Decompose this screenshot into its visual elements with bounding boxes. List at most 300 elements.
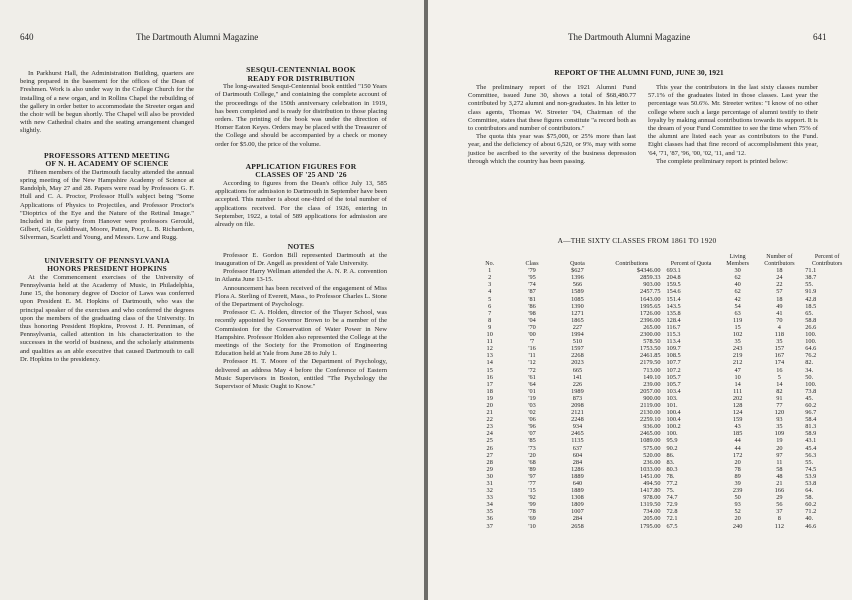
contributions-cell: 575.00: [643, 444, 661, 452]
class-year-cell: '74: [528, 281, 536, 289]
number-of-contributors-cell: 11: [776, 458, 783, 466]
page-number: 641: [813, 32, 827, 42]
quota-cell: 1889: [571, 487, 584, 495]
living-members-cell: 40: [734, 281, 741, 289]
percent-of-contributors-cell: 91.9: [805, 288, 817, 296]
percent-of-quota-cell: 67.5: [666, 522, 678, 530]
quota-cell: 2658: [571, 522, 584, 530]
living-members-cell: 128: [732, 401, 743, 409]
percent-of-quota-cell: 100.2: [666, 423, 681, 431]
percent-of-quota-cell: 100.4: [666, 409, 681, 417]
contributions-cell: 1795.00: [640, 522, 661, 530]
quota-cell: 1135: [571, 437, 584, 445]
percent-of-contributors-cell: 56.3: [805, 451, 817, 459]
number-of-contributors-cell: 77: [776, 401, 783, 409]
table-row: [470, 367, 852, 374]
class-year-cell: '86: [528, 302, 536, 310]
row-number-cell: 31: [486, 480, 493, 487]
left-page: [0, 0, 424, 600]
row-number-cell: 34: [486, 501, 493, 509]
number-of-contributors-cell: 93: [776, 416, 783, 424]
percent-of-contributors-cell: 55.: [805, 458, 814, 466]
number-of-contributors-cell: 109: [774, 430, 785, 438]
contributions-cell: 2130.00: [640, 409, 661, 417]
quota-cell: 510: [572, 338, 583, 346]
percent-of-contributors-cell: 18.5: [805, 302, 817, 310]
living-members-cell: 239: [732, 487, 743, 495]
living-members-cell: 30: [734, 267, 741, 275]
percent-of-contributors-cell: 100.: [805, 338, 817, 346]
percent-of-contributors-cell: 60.2: [805, 401, 817, 409]
percent-of-quota-cell: 78.: [666, 472, 675, 480]
quota-cell: 2023: [571, 359, 584, 367]
number-of-contributors-cell: 57: [776, 288, 783, 296]
section-heading: NOTES: [287, 242, 315, 252]
table-row: [470, 423, 852, 430]
section-heading: APPLICATION FIGURES FOR: [245, 161, 357, 171]
number-of-contributors-cell: 82: [776, 387, 783, 395]
table-row: [470, 281, 852, 288]
contributions-cell: 734.00: [643, 508, 661, 516]
class-year-cell: '73: [528, 444, 536, 452]
quota-cell: 1889: [571, 472, 584, 480]
percent-of-quota-cell: 204.8: [666, 274, 681, 282]
row-number-cell: 7: [488, 309, 492, 317]
quota-cell: 1286: [571, 465, 584, 473]
contributions-cell: 903.00: [643, 281, 661, 289]
row-number-cell: 4: [488, 288, 492, 296]
quota-cell: 1597: [571, 345, 584, 353]
report-title: REPORT OF THE ALUMNI FUND, JUNE 30, 1921: [554, 68, 724, 77]
paragraph: According to figures from the Dean's office July 13, 585 applications for admission to Dartmouth in September have been accepted. This number is about one-third of the total number of applications received. For the class of 1926, entering in September, 1922, a total of 589 applications for admission are already on file.: [215, 180, 387, 229]
contributions-cell: 2396.00: [640, 316, 661, 324]
quota-cell: 934: [572, 423, 583, 431]
table-row: [470, 338, 852, 345]
class-year-cell: '12: [528, 359, 536, 367]
percent-of-quota-cell: 86.: [666, 451, 675, 459]
table-row: [470, 508, 852, 515]
table-row: [470, 416, 852, 423]
number-of-contributors-cell: 157: [774, 345, 785, 353]
living-members-cell: 44: [734, 444, 741, 452]
quota-cell: 141: [572, 373, 583, 381]
paragraph: The long-awaited Sesqui-Centennial book entitled "150 Years of Dartmouth College," and containing the complete account of the proceedings of the 150th anniversary celebration in 1919, has been completed and is ready for distribution to those placing orders. The printing of the book was under the direction of Homer Eaton Keyes. Orders may be placed with the Treasurer of the College and should be accompanied by a check or money order for $5.00, the price of the volume.: [215, 83, 387, 148]
row-number-cell: 21: [486, 409, 493, 417]
percent-of-quota-cell: 80.3: [666, 465, 678, 473]
quota-cell: 1865: [571, 316, 584, 324]
class-year-cell: '01: [528, 387, 536, 395]
percent-of-contributors-cell: 71.1: [805, 267, 817, 275]
quota-cell: 1271: [571, 309, 584, 317]
class-year-cell: '15: [528, 487, 536, 495]
paragraph: This year the contributors in the last sixty classes number 57.1% of the graduates listed in those classes. Last year the percentage was 50.6%. Mr. Streeter writes: "I know of no other college where such a large percentage of alumni testify to their loyalty by making annual contributions towards its support. It is the dream of your Fund Committee to see the time when 75% of the alumni are listed each year as contributors to the Fund. Eight classes had that fine record of accomplishment this year, '64, '71, '87, '96, '00, '02, '11, and '12.: [648, 84, 818, 157]
row-number-cell: 26: [486, 444, 493, 452]
paragraph: The quota this year was $75,000, or 25% more than last year, and the deficiency of about 6,520, or 9%, may with some justice be ascribed to the severity of the business depression through which the country has been passing.: [468, 133, 636, 165]
row-number-cell: 35: [486, 508, 493, 516]
percent-of-contributors-cell: 76.2: [805, 352, 817, 360]
contributions-cell: 936.00: [643, 423, 661, 431]
contributions-cell: 2859.33: [640, 274, 661, 282]
row-number-cell: 18: [486, 387, 493, 395]
quota-cell: 1809: [571, 501, 584, 509]
right-page: [428, 0, 852, 600]
living-members-cell: 47: [734, 366, 741, 374]
number-of-contributors-cell: 18: [776, 295, 783, 303]
left-column-2: [215, 66, 387, 391]
number-of-contributors-cell: 167: [774, 352, 785, 360]
quota-cell: 227: [572, 323, 583, 331]
number-of-contributors-cell: 16: [776, 366, 783, 374]
percent-of-contributors-cell: 45.4: [805, 444, 817, 452]
row-number-cell: 33: [486, 494, 493, 502]
number-of-contributors-cell: 19: [776, 437, 783, 445]
contributions-cell: 205.00: [643, 515, 661, 523]
row-number-cell: 8: [488, 316, 492, 324]
contributions-cell: 494.50: [643, 480, 661, 487]
column-header: Contributions: [615, 260, 649, 267]
row-number-cell: 28: [486, 458, 493, 466]
row-number-cell: 36: [486, 515, 493, 523]
number-of-contributors-cell: 35: [776, 338, 783, 346]
table-row: [470, 359, 852, 366]
number-of-contributors-cell: 166: [774, 487, 785, 495]
class-year-cell: '81: [528, 295, 536, 303]
right-column-1: [468, 84, 636, 166]
table-row: [470, 288, 852, 295]
living-members-cell: 111: [733, 387, 743, 395]
contributions-cell: $4346.00: [636, 267, 661, 275]
living-members-cell: 119: [733, 316, 743, 324]
percent-of-contributors-cell: 60.2: [805, 501, 817, 509]
number-of-contributors-cell: 24: [776, 274, 783, 282]
quota-cell: 2465: [571, 430, 584, 438]
contributions-cell: 1319.50: [640, 501, 661, 509]
contributions-cell: 978.00: [643, 494, 661, 502]
table-row: [470, 388, 852, 395]
number-of-contributors-cell: 58: [776, 465, 783, 473]
class-year-cell: '70: [528, 323, 536, 331]
percent-of-quota-cell: 151.4: [666, 295, 681, 303]
row-number-cell: 24: [486, 430, 493, 438]
row-number-cell: 29: [486, 465, 493, 473]
table-row: [470, 381, 852, 388]
living-members-cell: 39: [734, 480, 741, 487]
section-heading: CLASSES OF '25 AND '26: [255, 170, 347, 180]
running-header: The Dartmouth Alumni Magazine: [136, 32, 259, 42]
row-number-cell: 16: [486, 373, 493, 381]
percent-of-quota-cell: 100.4: [666, 416, 681, 424]
table-row: [470, 430, 852, 437]
contributions-cell: 900.00: [643, 394, 661, 402]
class-year-cell: '98: [528, 309, 536, 317]
percent-of-quota-cell: 72.1: [666, 515, 678, 523]
row-number-cell: 23: [486, 423, 493, 431]
percent-of-contributors-cell: 100.: [805, 331, 817, 339]
quota-cell: 873: [572, 394, 583, 402]
percent-of-contributors-cell: 58.8: [805, 316, 817, 324]
percent-of-contributors-cell: 45.: [805, 394, 814, 402]
living-members-cell: 212: [732, 359, 743, 367]
note: Professor C. A. Holden, director of the Thayer School, was recently appointed by Governor Brown to be a member of the Commission for the Conservation of Water Power in New Hampshire. Professor Holden also represented the College at the meetings of the Society for the Promotion of Engineering Education held at Yale from June 28 to July 1.: [215, 309, 387, 358]
table-row: [470, 296, 852, 303]
quota-cell: 1390: [571, 302, 584, 310]
contributions-cell: 1753.50: [640, 345, 661, 353]
table-row: [470, 473, 852, 480]
class-year-cell: '64: [528, 380, 536, 388]
number-of-contributors-cell: 22: [776, 281, 783, 289]
row-number-cell: 2: [488, 274, 492, 282]
class-year-cell: '61: [528, 373, 536, 381]
number-of-contributors-cell: 37: [776, 508, 783, 516]
class-year-cell: '16: [528, 345, 536, 353]
quota-cell: 566: [572, 281, 583, 289]
class-year-cell: '06: [528, 416, 536, 424]
number-of-contributors-cell: 48: [776, 472, 783, 480]
percent-of-contributors-cell: 55.: [805, 281, 814, 289]
table-title: A—THE SIXTY CLASSES FROM 1861 TO 1920: [557, 236, 717, 245]
section-heading: HONORS PRESIDENT HOPKINS: [47, 264, 167, 274]
number-of-contributors-cell: 120: [774, 409, 785, 417]
contributions-cell: 2179.50: [640, 359, 661, 367]
row-number-cell: 3: [488, 281, 492, 289]
class-year-cell: '87: [528, 288, 536, 296]
percent-of-quota-cell: 103.: [666, 394, 678, 402]
quota-cell: $627: [571, 267, 584, 275]
alumni-fund-table: [470, 254, 852, 530]
quota-cell: 2098: [571, 401, 584, 409]
living-members-cell: 20: [734, 515, 741, 523]
quota-cell: 1396: [571, 274, 584, 282]
percent-of-contributors-cell: 81.3: [805, 423, 817, 431]
row-number-cell: 10: [486, 331, 493, 339]
row-number-cell: 15: [486, 366, 493, 374]
row-number-cell: 27: [486, 451, 493, 459]
contributions-cell: 2457.75: [640, 288, 661, 296]
living-members-cell: 42: [734, 295, 741, 303]
percent-of-quota-cell: 103.4: [666, 387, 681, 395]
right-column-2: [648, 84, 818, 166]
table-row: [470, 402, 852, 409]
contributions-cell: 239.00: [643, 380, 661, 388]
percent-of-quota-cell: 95.9: [666, 437, 678, 445]
percent-of-quota-cell: 83.: [666, 458, 675, 466]
percent-of-quota-cell: 128.4: [666, 316, 681, 324]
class-year-cell: '07: [528, 430, 536, 438]
number-of-contributors-cell: 14: [776, 380, 783, 388]
note: Professor Harry Wellman attended the A. N. P. A. convention in Atlanta June 13-15.: [215, 268, 387, 284]
percent-of-quota-cell: 159.5: [666, 281, 681, 289]
contributions-cell: 2465.00: [640, 430, 661, 438]
percent-of-quota-cell: 109.7: [666, 345, 681, 353]
column-header: Number of Contributors: [764, 254, 795, 267]
percent-of-quota-cell: 135.8: [666, 309, 681, 317]
section-heading: SESQUI-CENTENNIAL BOOK: [246, 65, 356, 74]
number-of-contributors-cell: 21: [776, 480, 783, 487]
number-of-contributors-cell: 174: [774, 359, 785, 367]
percent-of-quota-cell: 105.7: [666, 373, 681, 381]
table-row: [470, 374, 852, 381]
contributions-cell: 1643.00: [640, 295, 661, 303]
quota-cell: 1989: [571, 387, 584, 395]
quota-cell: 640: [572, 480, 583, 487]
living-members-cell: 44: [734, 437, 741, 445]
percent-of-contributors-cell: 71.2: [805, 508, 817, 516]
class-year-cell: '97: [528, 472, 536, 480]
percent-of-quota-cell: 72.8: [666, 508, 678, 516]
column-header: No.: [485, 260, 495, 267]
table-row: [470, 267, 852, 274]
class-year-cell: '68: [528, 458, 536, 466]
living-members-cell: 62: [734, 274, 741, 282]
percent-of-contributors-cell: 64.: [805, 487, 814, 495]
row-number-cell: 14: [486, 359, 493, 367]
quota-cell: 637: [572, 444, 583, 452]
living-members-cell: 43: [734, 423, 741, 431]
note: Announcement has been received of the engagement of Miss Flora A. Sterling of Everett, Mass., to Professor Charles L. Stone of the Department of Psychology.: [215, 284, 387, 309]
number-of-contributors-cell: 29: [776, 494, 783, 502]
contributions-cell: 1726.00: [640, 309, 661, 317]
percent-of-contributors-cell: 73.8: [805, 387, 817, 395]
paragraph: In Parkhurst Hall, the Administration Building, quarters are being prepared in the basement for the offices of the Dean of Freshmen. Work is also under way in the College Church for the installing of a new organ, and in Rollins Chapel the rebuilding of the gallery in order better to accommodate the Streeter organ and the choir will be begun shortly. The Chapel will also be provided with new Cathedral chairs and the seating arrangement changed slightly.: [20, 70, 194, 135]
table-row: [470, 494, 852, 501]
percent-of-quota-cell: 115.3: [666, 331, 681, 339]
class-year-cell: '92: [528, 494, 536, 502]
table-row: [470, 303, 852, 310]
percent-of-contributors-cell: 58.4: [805, 416, 817, 424]
table-row: [470, 445, 852, 452]
class-year-cell: '00: [528, 331, 536, 339]
class-year-cell: '72: [528, 366, 536, 374]
percent-of-quota-cell: 100.: [666, 430, 678, 438]
class-year-cell: '19: [528, 394, 536, 402]
contributions-cell: 2057.00: [640, 387, 661, 395]
row-number-cell: 19: [486, 394, 493, 402]
table-row: [470, 395, 852, 402]
column-header: Percent of Quota: [670, 260, 712, 267]
percent-of-contributors-cell: 43.1: [805, 437, 817, 445]
percent-of-quota-cell: 90.2: [666, 444, 678, 452]
row-number-cell: 22: [486, 416, 493, 424]
percent-of-quota-cell: 75.: [666, 487, 675, 495]
living-members-cell: 202: [732, 394, 743, 402]
page-number: 640: [20, 32, 34, 42]
table-row: [470, 317, 852, 324]
number-of-contributors-cell: 4: [777, 323, 781, 331]
percent-of-contributors-cell: 58.: [805, 494, 814, 502]
living-members-cell: 62: [734, 288, 741, 296]
section-heading: READY FOR DISTRIBUTION: [247, 73, 355, 83]
table-body: [470, 267, 852, 529]
row-number-cell: 25: [486, 437, 493, 445]
percent-of-quota-cell: 116.7: [666, 323, 681, 331]
table-row: [470, 274, 852, 281]
percent-of-quota-cell: 74.7: [666, 494, 678, 502]
percent-of-contributors-cell: 26.6: [805, 323, 817, 331]
column-header: Percent of Contributors: [811, 254, 843, 267]
percent-of-quota-cell: 143.5: [666, 302, 681, 310]
class-year-cell: '89: [528, 465, 536, 473]
table-row: [470, 437, 852, 444]
contributions-cell: 1451.00: [640, 472, 661, 480]
living-members-cell: 14: [734, 380, 741, 388]
percent-of-quota-cell: 107.7: [666, 359, 681, 367]
table-row: [470, 352, 852, 359]
row-number-cell: 20: [486, 401, 493, 409]
class-year-cell: '20: [528, 451, 536, 459]
contributions-cell: 265.00: [643, 323, 661, 331]
quota-cell: 2268: [571, 352, 584, 360]
column-header: Quota: [570, 260, 585, 267]
class-year-cell: '11: [528, 352, 536, 360]
section-heading: PROFESSORS ATTEND MEETING: [44, 150, 170, 160]
living-members-cell: 15: [734, 323, 741, 331]
quota-cell: 1007: [571, 508, 584, 516]
table-row: [470, 409, 852, 416]
paragraph: Fifteen members of the Dartmouth faculty attended the annual spring meeting of the New Hampshire Academy of Science at Randolph, May 27 and 28. Papers were read by Professors G. F. Hull and C. A. Proctor, Professor Hull's subject being "Some Applications of Physics to Projectiles, and Professor Proctor's "Dioptrics of the Eye and the Nature of the Retinal Image." Included in the party from Hanover were professors Gerould, Gilbert, Gile, Goldthwait, Moore, Patten, Poor, L. B. Richardson, Silverman, Scarlett and Young, and Messrs. Low and Rugg.: [20, 168, 194, 242]
table-row: [470, 310, 852, 317]
table-row: [470, 324, 852, 331]
living-members-cell: 52: [734, 508, 741, 516]
percent-of-quota-cell: 107.2: [666, 366, 681, 374]
living-members-cell: 185: [732, 430, 743, 438]
percent-of-quota-cell: 108.5: [666, 352, 681, 360]
quota-cell: 1589: [571, 288, 584, 296]
contributions-cell: 236.00: [643, 458, 661, 466]
class-year-cell: '77: [528, 480, 536, 487]
contributions-cell: 149.10: [643, 373, 661, 381]
left-column-1: [20, 70, 194, 364]
number-of-contributors-cell: 91: [776, 394, 783, 402]
class-year-cell: '03: [528, 401, 536, 409]
living-members-cell: 172: [732, 451, 743, 459]
table-row: [470, 501, 852, 508]
living-members-cell: 159: [732, 416, 743, 424]
quota-cell: 665: [572, 366, 583, 374]
class-year-cell: '96: [528, 423, 536, 431]
row-number-cell: 30: [486, 472, 493, 480]
percent-of-contributors-cell: 38.7: [805, 274, 817, 282]
contributions-cell: 2461.85: [640, 352, 661, 360]
column-header: Living Members: [726, 254, 749, 267]
living-members-cell: 54: [734, 302, 741, 310]
percent-of-contributors-cell: 100.: [805, 380, 817, 388]
table-row: [470, 331, 852, 338]
class-year-cell: '79: [528, 267, 536, 275]
row-number-cell: 13: [486, 352, 493, 360]
number-of-contributors-cell: 112: [774, 522, 784, 530]
row-number-cell: 6: [488, 302, 492, 310]
percent-of-contributors-cell: 46.6: [805, 522, 817, 530]
living-members-cell: 50: [734, 494, 741, 502]
quota-cell: 226: [572, 380, 583, 388]
contributions-cell: 1417.80: [640, 487, 661, 495]
row-number-cell: 11: [486, 338, 493, 346]
number-of-contributors-cell: 35: [776, 423, 783, 431]
class-year-cell: '99: [528, 501, 536, 509]
living-members-cell: 10: [734, 373, 741, 381]
percent-of-quota-cell: 113.4: [666, 338, 681, 346]
contributions-cell: 1033.00: [640, 465, 661, 473]
running-header: The Dartmouth Alumni Magazine: [568, 32, 691, 42]
living-members-cell: 219: [732, 352, 743, 360]
table-row: [470, 466, 852, 473]
row-number-cell: 9: [488, 323, 492, 331]
percent-of-quota-cell: 105.7: [666, 380, 681, 388]
percent-of-contributors-cell: 50.: [805, 373, 814, 381]
quota-cell: 1308: [571, 494, 584, 502]
row-number-cell: 5: [488, 295, 492, 303]
percent-of-contributors-cell: 58.9: [805, 430, 817, 438]
